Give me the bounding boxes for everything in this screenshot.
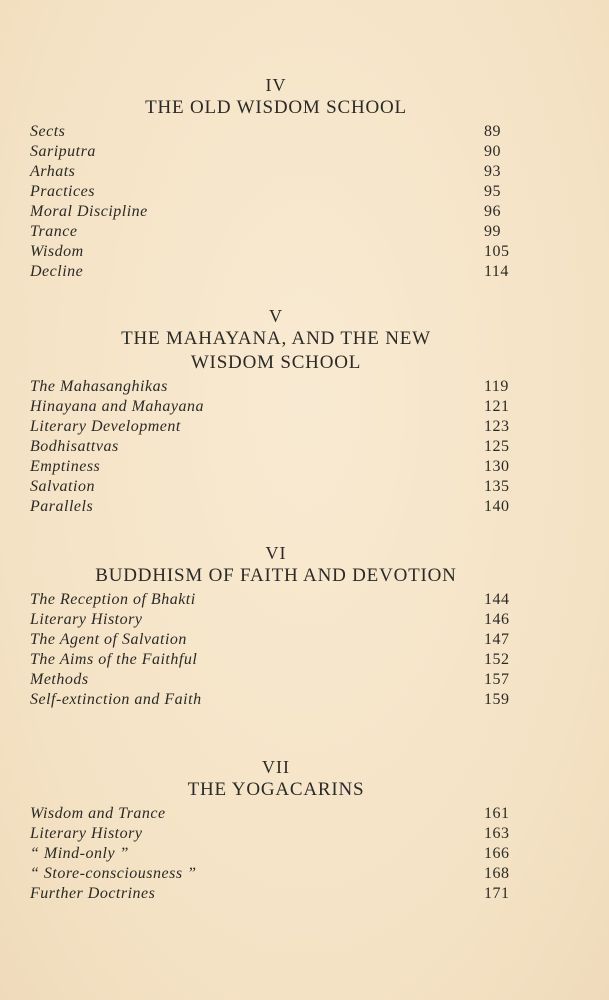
entry-page: 159 [484, 691, 510, 708]
entry-label: Self-extinction and Faith [30, 691, 202, 708]
entry-list [30, 122, 514, 282]
toc-entry[interactable] [30, 262, 514, 282]
entry-page: 144 [484, 591, 510, 608]
entry-page: 125 [484, 438, 510, 455]
entry-label: Wisdom and Trance [30, 805, 166, 822]
chapter-v [30, 305, 514, 517]
entry-label: Hinayana and Mahayana [30, 398, 205, 415]
toc-entry[interactable] [30, 610, 514, 630]
entry-label: The Mahasanghikas [30, 378, 168, 395]
entry-page: 123 [484, 418, 510, 435]
toc-entry[interactable] [30, 397, 514, 417]
entry-label: Salvation [30, 478, 95, 495]
entry-label: Parallels [30, 498, 94, 515]
toc-entry[interactable] [30, 242, 514, 262]
chapter-title: THE MAHAYANA, AND THE NEW [121, 328, 431, 349]
chapter-numeral: VII [262, 757, 290, 777]
entry-page: 166 [484, 845, 510, 862]
entry-label: Wisdom [30, 243, 84, 260]
chapter-numeral: V [269, 306, 283, 326]
entry-label: Decline [30, 263, 84, 280]
toc-entry[interactable] [30, 122, 514, 142]
entry-page: 135 [484, 478, 510, 495]
entry-label: The Reception of Bhakti [30, 591, 196, 608]
chapter-numeral: VI [265, 543, 287, 563]
entry-page: 105 [484, 243, 510, 260]
toc-entry[interactable] [30, 182, 514, 202]
entry-page: 89 [484, 123, 501, 140]
entry-page: 119 [484, 378, 509, 395]
entry-page: 95 [484, 183, 501, 200]
entry-list [30, 590, 514, 710]
chapter-title-line-2: WISDOM SCHOOL [190, 352, 362, 373]
toc-entry[interactable] [30, 457, 514, 477]
chapter-title: THE YOGACARINS [187, 779, 365, 800]
entry-page: 163 [484, 825, 510, 842]
chapter-vii [30, 756, 514, 904]
entry-page: 168 [484, 865, 510, 882]
toc-entry[interactable] [30, 477, 514, 497]
entry-label: “ Mind-only ” [30, 845, 129, 862]
entry-page: 121 [484, 398, 510, 415]
entry-page: 146 [484, 611, 510, 628]
toc-entry[interactable] [30, 690, 514, 710]
toc-entry[interactable] [30, 222, 514, 242]
entry-label: Emptiness [30, 458, 101, 475]
entry-label: Trance [30, 223, 78, 240]
entry-page: 161 [484, 805, 510, 822]
entry-list [30, 804, 514, 904]
entry-label: Bodhisattvas [30, 438, 119, 455]
entry-label: The Agent of Salvation [30, 631, 187, 648]
chapter-title: BUDDHISM OF FAITH AND DEVOTION [95, 565, 457, 586]
toc-entry[interactable] [30, 650, 514, 670]
toc-entry[interactable] [30, 824, 514, 844]
toc-entry[interactable] [30, 884, 514, 904]
entry-label: “ Store-consciousness ” [30, 865, 197, 882]
entry-page: 130 [484, 458, 510, 475]
chapter-vi [30, 542, 514, 710]
entry-label: Arhats [30, 163, 76, 180]
toc-entry[interactable] [30, 864, 514, 884]
entry-list [30, 377, 514, 517]
entry-label: Literary Development [30, 418, 181, 435]
entry-label: The Aims of the Faithful [30, 651, 198, 668]
entry-page: 114 [484, 263, 509, 280]
entry-page: 152 [484, 651, 510, 668]
toc-entry[interactable] [30, 377, 514, 397]
entry-page: 90 [484, 143, 501, 160]
entry-page: 99 [484, 223, 501, 240]
toc-entry[interactable] [30, 844, 514, 864]
chapter-title: THE OLD WISDOM SCHOOL [145, 97, 407, 118]
toc-entry[interactable] [30, 630, 514, 650]
toc-entry[interactable] [30, 437, 514, 457]
entry-label: Literary History [30, 825, 143, 842]
toc-entry[interactable] [30, 804, 514, 824]
entry-label: Literary History [30, 611, 143, 628]
entry-label: Further Doctrines [30, 885, 156, 902]
entry-page: 171 [484, 885, 510, 902]
toc-entry[interactable] [30, 162, 514, 182]
entry-label: Sects [30, 123, 66, 140]
entry-label: Moral Discipline [30, 203, 148, 220]
chapter-numeral: IV [265, 75, 287, 95]
entry-page: 93 [484, 163, 501, 180]
chapter-iv [30, 74, 514, 282]
toc-entry[interactable] [30, 670, 514, 690]
entry-page: 140 [484, 498, 510, 515]
entry-label: Sariputra [30, 143, 96, 160]
toc-entry[interactable] [30, 142, 514, 162]
entry-page: 96 [484, 203, 501, 220]
toc-entry[interactable] [30, 590, 514, 610]
entry-label: Practices [30, 183, 95, 200]
entry-page: 157 [484, 671, 510, 688]
entry-page: 147 [484, 631, 510, 648]
entry-label: Methods [30, 671, 89, 688]
toc-entry[interactable] [30, 497, 514, 517]
toc-entry[interactable] [30, 417, 514, 437]
toc-entry[interactable] [30, 202, 514, 222]
